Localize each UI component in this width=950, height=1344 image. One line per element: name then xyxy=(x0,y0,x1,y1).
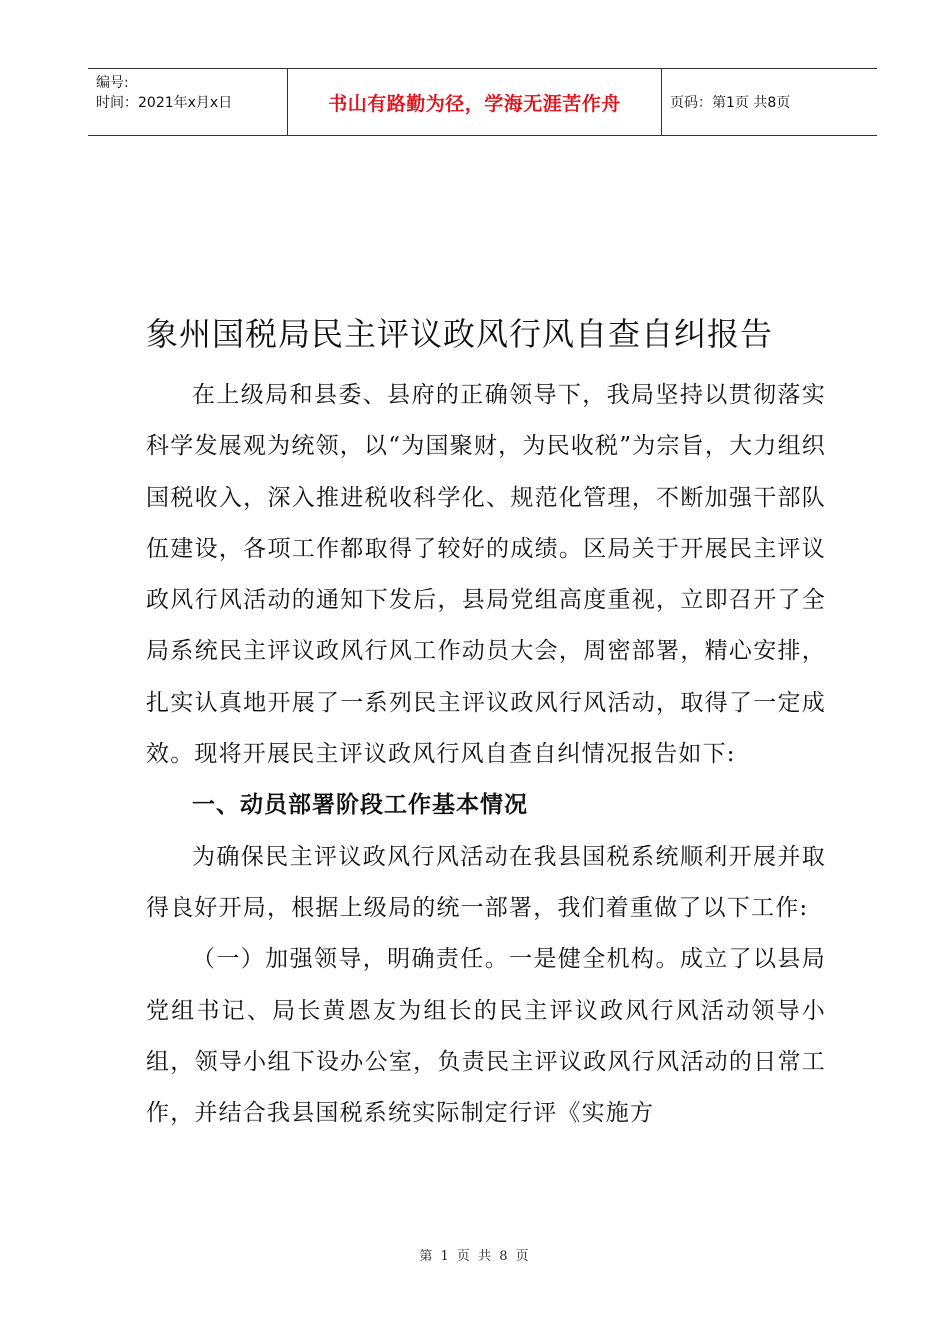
section-paragraph: （一）加强领导，明确责任。一是健全机构。成立了以县局党组书记、局长黄恩友为组长的民主评议政风行风活动领导小组，领导小组下设办公室，负责民主评议政风行风活动的日常工作，并结合我县国税系统实际制定行评《实施方 xyxy=(146,946,826,1127)
intro-paragraph: 在上级局和县委、县府的正确领导下，我局坚持以贯彻落实科学发展观为统领，以“为国聚财，为民收税”为宗旨，大力组织国税收入，深入推进税收科学化、规范化管理，不断加强干部队伍建设，各项工作都取得了较好的成绩。区局关于开展民主评议政风行风活动的通知下发后，县局党组高度重视，立即召开了全局系统民主评议政风行风工作动员大会，周密部署，精心安排，扎实认真地开展了一系列民主评议政风行风活动，取得了一定成效。现将开展民主评议政风行风自查自纠情况报告如下: xyxy=(146,382,826,768)
header-motto: 书山有路勤为径，学海无涯苦作舟 xyxy=(288,69,662,135)
section-paragraph: 为确保民主评议政风行风活动在我县国税系统顺利开展并取得良好开局，根据上级局的统一部署，我们着重做了以下工作: xyxy=(146,843,826,921)
time-label: 时间：2021年x月x日 xyxy=(96,95,233,111)
header-page-info: 页码：第1页 共8页 xyxy=(670,95,791,111)
document-title: 象州国税局民主评议政风行风自查自纠报告 xyxy=(146,315,774,353)
section-heading: 一、动员部署阶段工作基本情况 xyxy=(192,792,528,819)
header-meta xyxy=(88,69,288,135)
header-table xyxy=(88,68,877,136)
number-label: 编号: xyxy=(96,75,129,91)
page-footer: 第 1 页 共 8 页 xyxy=(419,1249,531,1264)
document-body xyxy=(146,370,826,1139)
